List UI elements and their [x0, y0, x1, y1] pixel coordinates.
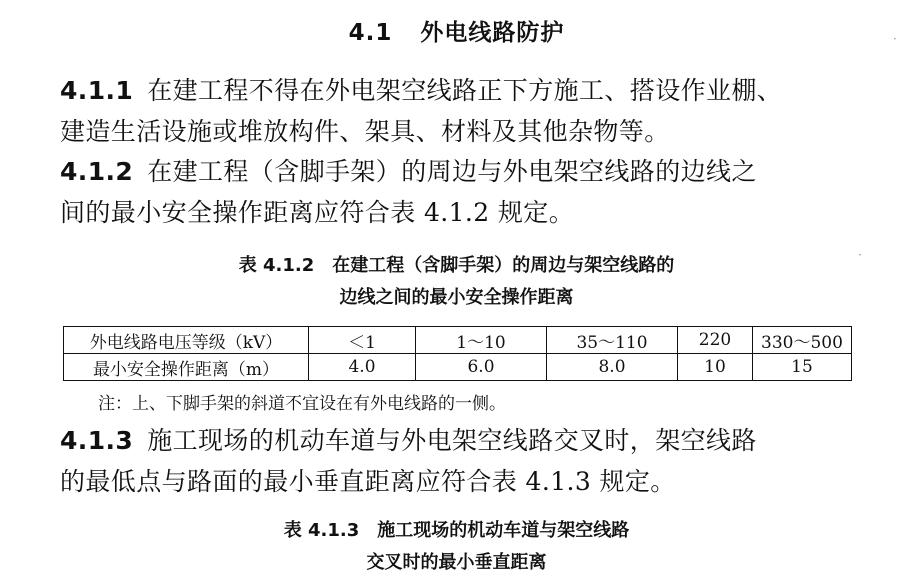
clause-number: 4.1.1 [60, 76, 134, 105]
table-number: 表 4.1.2 [238, 255, 315, 276]
clause-text: 建造生活设施或堆放构件、架具、材料及其他杂物等。 [60, 117, 670, 146]
section-title [0, 14, 913, 47]
clause-line [60, 151, 840, 192]
clause-text: 在建工程（含脚手架）的周边与外电架空线路的边线之 [147, 157, 757, 186]
table-4-1-2 [63, 326, 852, 381]
table-title-line [0, 515, 913, 547]
clause-number: 4.1.2 [60, 157, 134, 186]
clause-line [60, 111, 840, 152]
table-title-line: 边线之间的最小安全操作距离 [339, 287, 574, 308]
table-header-cell: 外电线路电压等级（kV） [64, 327, 309, 354]
table-row [64, 327, 852, 354]
table-title-text: 施工现场的机动车道与架空线路 [377, 520, 630, 541]
clause-4-1-3 [60, 420, 840, 502]
clause-text: 施工现场的机动车道与外电架空线路交叉时，架空线路 [147, 426, 757, 455]
table-cell: 220 [678, 327, 753, 354]
table-cell: 6.0 [416, 354, 547, 381]
table-cell: 35～110 [547, 327, 678, 354]
scan-speck: · [893, 32, 897, 46]
table-row [64, 354, 852, 381]
table-cell: 10 [678, 354, 753, 381]
table-cell: ＜1 [309, 327, 416, 354]
clause-4-1-1 [60, 70, 840, 152]
table-cell: 330～500 [753, 327, 852, 354]
clause-4-1-2 [60, 151, 840, 233]
clause-text: 在建工程不得在外电架空线路正下方施工、搭设作业棚、 [147, 76, 783, 105]
table-title-line: 交叉时的最小垂直距离 [366, 552, 547, 573]
clause-line [60, 461, 840, 502]
table-header-cell: 最小安全操作距离（m） [64, 354, 309, 381]
table-title-line [0, 250, 913, 282]
table-title-text: 在建工程（含脚手架）的周边与架空线路的 [332, 255, 675, 276]
clause-number: 4.1.3 [60, 426, 134, 455]
table-cell: 15 [753, 354, 852, 381]
clause-line [60, 70, 840, 111]
table-note: 注：上、下脚手架的斜道不宜设在有外电线路的一侧。 [98, 394, 506, 414]
table-number: 表 4.1.3 [283, 520, 360, 541]
clause-text: 间的最小安全操作距离应符合表 4.1.2 规定。 [60, 198, 575, 227]
scan-speck: · [858, 248, 862, 262]
section-number: 4.1 [348, 20, 393, 46]
table-cell: 8.0 [547, 354, 678, 381]
clause-text: 的最低点与路面的最小垂直距离应符合表 4.1.3 规定。 [60, 467, 676, 496]
table-cell: 1～10 [416, 327, 547, 354]
table-cell: 4.0 [309, 354, 416, 381]
clause-line [60, 192, 840, 233]
table-4-1-2-title [0, 250, 913, 314]
table-4-1-3-title [0, 515, 913, 579]
section-heading: 外电线路防护 [420, 20, 565, 46]
clause-line [60, 420, 840, 461]
